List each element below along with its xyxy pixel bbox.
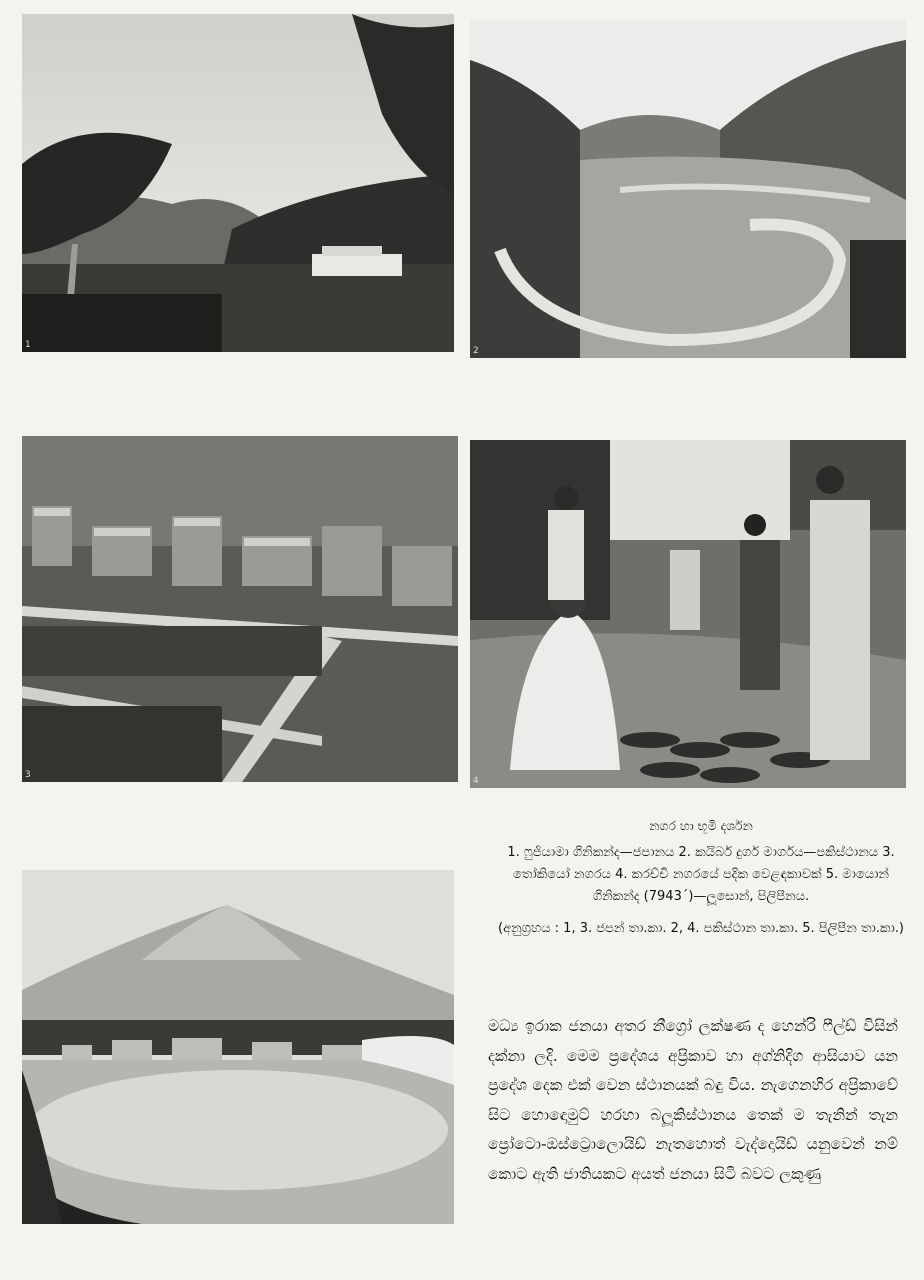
lake-image	[22, 14, 454, 352]
photo-caption	[492, 818, 910, 940]
mountain-road-image	[470, 20, 906, 358]
caption-title: නගර හා භූමි දර්ශන	[649, 818, 753, 833]
photo-1-number: 1	[25, 340, 31, 350]
photo-2-mountain-road	[470, 20, 906, 358]
volcano-image	[22, 870, 454, 1224]
body-paragraph: මධ්‍ය ඉරාක ජනයා අතර නීග්‍රෝ ලක්ෂණ ද හෙන්රි ෆීල්ඩ් විසින් දක්නා ලදි. මෙම ප්‍රදේශය අප්‍රිකාව හා අග්නිදිග ආසියාව යන ප්‍රදේශ දෙක එක් වෙන ස්ථානයක් බඳු විය. නැගෙනහිර අප්‍රිකාවේ සිට හොඳොමුට් හරහා බලූකිස්ථානය තෙක් ම තැනින් තැන ප්‍රෝටො-ඔස්ට්‍රොලොයිඩ් නැතහොත් වැද්දොයිඩ් යනුවෙන් නම් කොට ඇති ජාතියකට අයත් ජනයා සිටි බවට ලකුණු	[488, 1017, 898, 1183]
caption-text: 1. ෆුජියාමා ගිනිකන්ද—ජපානය 2. කයිබර් දුර්ග මාර්ගය—පකිස්ථානය 3. තෝකියෝ නගරය 4. කරච්චි නගරයේ පදික වෙළඳකාවක් 5. මායොන් ගිනිකන්ද (7943´)—ලූසොන්, පිලිපීනය.	[507, 845, 895, 904]
photo-3-number: 3	[25, 770, 31, 780]
photo-4-number: 4	[473, 776, 479, 786]
photo-2-number: 2	[473, 346, 479, 356]
city-aerial-image	[22, 436, 458, 782]
street-market-image	[470, 440, 906, 788]
photo-5-volcano	[22, 870, 454, 1224]
photo-3-city-aerial	[22, 436, 458, 782]
photo-4-street-market	[470, 440, 906, 788]
photo-1-lake	[22, 14, 454, 352]
caption-courtesy: (අනුග්‍රහය : 1, 3. ජපන් තා.කා. 2, 4. පකිස්ථාන තා.කා. 5. පිලිපීන තා.කා.)	[498, 921, 904, 936]
